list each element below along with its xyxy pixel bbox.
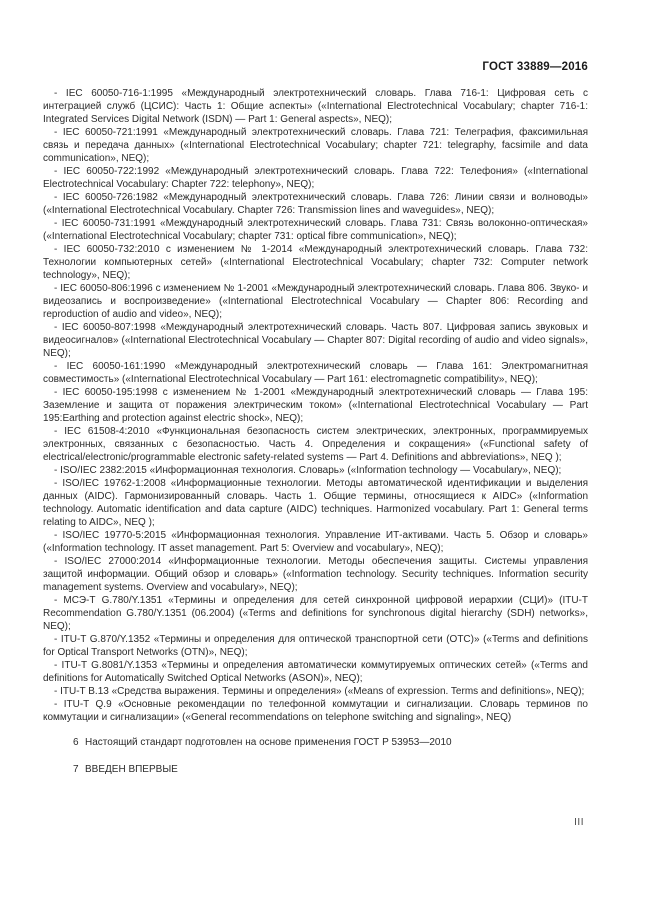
page-content: [43, 61, 588, 776]
references-list: [43, 87, 588, 724]
reference-item: - ITU-T G.870/Y.1352 «Термины и определения для оптической транспортной сети (ОТС)» («Terms and definitions for Optical Transport Networks (OTN)», NEQ);: [43, 634, 588, 658]
foreword-item-6: [43, 736, 588, 749]
foreword-item-6-number: 6: [73, 737, 79, 748]
reference-item: - ISO/IEC 19762-1:2008 «Информационные технологии. Методы автоматической идентификации и выделения данных (AIDC). Гармонизированный словарь. Часть 1. Общие термины, относящиеся к AIDC» («Information technology. Automatic identification and data capture (AIDC) techniques. Harmonized vocabulary. Part 1: General terms relating to AIDC», NEQ );: [43, 478, 588, 528]
foreword-item-7: [43, 763, 588, 776]
reference-item: - IEC 60050-731:1991 «Международный электротехнический словарь. Глава 731: Связь волоконно-оптическая» («International Electrotechnical Vocabulary; chapter 731: optical fibre communication», NEQ);: [43, 218, 588, 242]
foreword-item-7-number: 7: [73, 764, 79, 775]
reference-item: - ISO/IEC 27000:2014 «Информационные технологии. Методы обеспечения защиты. Системы управления защитой информации. Общий обзор и словарь» («Information technology. Security techniques. Information security management systems. Overview and vocabulary», NEQ);: [43, 556, 588, 593]
reference-item: - IEC 60050-732:2010 с изменением № 1-2014 «Международный электротехнический словарь. Глава 732: Технологии компьютерных сетей» («International Electrotechnical Vocabulary; chapter 732: Computer network technology», NEQ);: [43, 244, 588, 281]
reference-item: - IEC 61508-4:2010 «Функциональная безопасность систем электрических, электронных, программируемых электронных, связанных с безопасностью. Часть 4. Определения и сокращения» («Functional safety of electrical/electronic/programmable electronic safety-related systems — Part 4. Definitions and abbreviations», NEQ );: [43, 426, 588, 463]
page-number: III: [574, 817, 584, 828]
reference-item: - ITU-T Q.9 «Основные рекомендации по телефонной коммутации и сигнализации. Словарь терминов по коммутации и сигнализации» («General recommendations on telephone switching and signaling», NEQ): [43, 699, 588, 723]
reference-item: - IEC 60050-161:1990 «Международный электротехнический словарь — Глава 161: Электромагнитная совместимость» («International Electrotechnical Vocabulary — Part 161: electromagnetic compatibility», NEQ);: [43, 361, 588, 385]
reference-item: - ITU-T B.13 «Средства выражения. Термины и определения» («Means of expression. Terms and definitions», NEQ);: [54, 686, 585, 697]
reference-item: - МСЭ-Т G.780/Y.1351 «Термины и определения для сетей синхронной цифровой иерархии (СЦИ)» (ITU-T Recommendation G.780/Y.1351 (06.2004) («Terms and definitions for synchronous digital hierarchy (SDH) networks», NEQ);: [43, 595, 588, 632]
reference-item: - IEC 60050-807:1998 «Международный электротехнический словарь. Часть 807. Цифровая запись звуковых и видеосигналов» («International Electrotechnical Vocabulary — Chapter 807: Digital recording of audio and video signals», NEQ);: [43, 322, 588, 359]
reference-item: - ISO/IEC 19770-5:2015 «Информационная технология. Управление ИТ-активами. Часть 5. Обзор и словарь» («Information technology. IT asset management. Part 5: Overview and vocabulary», NEQ);: [43, 530, 588, 554]
reference-item: - IEC 60050-195:1998 с изменением № 1-2001 «Международный электротехнический словарь — Глава 195: Заземление и защита от поражения электрическим током» («International Electrotechnical Vocabulary — Part 195:Earthing and protection against electric shock», NEQ);: [43, 387, 588, 424]
foreword-item-7-text: ВВЕДЕН ВПЕРВЫЕ: [85, 764, 178, 775]
reference-item: - IEC 60050-716-1:1995 «Международный электротехнический словарь. Глава 716-1: Цифровая сеть с интеграцией служб (ЦСИС): Часть 1: Общие аспекты» («International Electrotechnical Vocabulary; chapter 716-1: Integrated Services Digital Network (ISDN) — Part 1: General aspects», NEQ);: [43, 88, 588, 125]
foreword-item-6-text: Настоящий стандарт подготовлен на основе применения ГОСТ Р 53953—2010: [85, 737, 452, 748]
reference-item: - IEC 60050-722:1992 «Международный электротехнический словарь. Глава 722: Телефония» («International Electrotechnical Vocabulary: Chapter 722: telephony», NEQ);: [43, 166, 588, 190]
reference-item: - IEC 60050-806:1996 с изменением № 1-2001 «Международный электротехнический словарь. Глава 806. Звуко- и видеозапись и воспроизведение» («International Electrotechnical Vocabulary — Chapter 806: Recording and reproduction of audio and video», NEQ);: [43, 283, 588, 320]
reference-item: - IEC 60050-721:1991 «Международный электротехнический словарь. Глава 721: Телеграфия, факсимильная связь и передача данных» («International Electrotechnical Vocabulary; chapter 721: telegraphy, facsimile and data communication», NEQ);: [43, 127, 588, 164]
reference-item: - ITU-T G.8081/Y.1353 «Термины и определения автоматически коммутируемых оптических сетей» («Terms and definitions for Automatically Switched Optical Networks (ASON)», NEQ);: [43, 660, 588, 684]
doc-number-header: ГОСТ 33889—2016: [482, 61, 588, 73]
reference-item: - IEC 60050-726:1982 «Международный электротехнический словарь. Глава 726: Линии связи и волноводы» («International Electrotechnical Vocabulary. Chapter 726: Transmission lines and waveguides», NEQ);: [43, 192, 588, 216]
reference-item: - ISO/IEC 2382:2015 «Информационная технология. Словарь» («Information technology — Vocabulary», NEQ);: [54, 465, 562, 476]
